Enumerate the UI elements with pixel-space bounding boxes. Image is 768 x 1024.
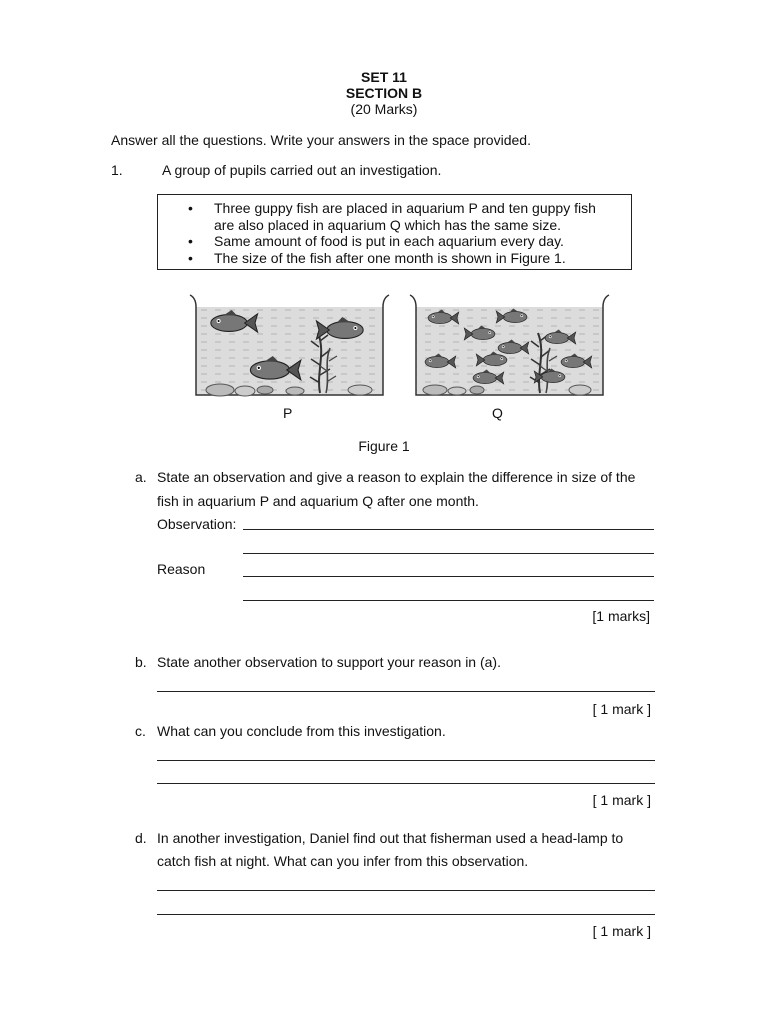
- figure-caption: Figure 1: [358, 438, 410, 454]
- answer-line-b-1[interactable]: [157, 691, 655, 692]
- label-p: P: [283, 405, 293, 421]
- answer-line-observation-2[interactable]: [243, 553, 654, 554]
- question-number: 1.: [111, 162, 123, 178]
- part-a-text-line1: State an observation and give a reason to explain the difference in size of the: [157, 469, 636, 485]
- part-b-letter: b.: [135, 654, 147, 670]
- part-a-mark: [1 marks]: [592, 608, 650, 624]
- part-c-letter: c.: [135, 723, 146, 739]
- answer-line-reason-2[interactable]: [243, 600, 654, 601]
- answer-line-observation-1[interactable]: [243, 529, 654, 530]
- bullet-icon: •: [188, 249, 193, 266]
- instructions: Answer all the questions. Write your answers in the space provided.: [111, 132, 531, 148]
- aquarium-figure: [185, 290, 610, 400]
- answer-line-c-1[interactable]: [157, 760, 655, 761]
- part-d-mark: [ 1 mark ]: [592, 923, 651, 939]
- bullet-item: • Same amount of food is put in each aquarium every day.: [188, 233, 564, 249]
- bullet-icon: •: [188, 200, 193, 216]
- part-b-text: State another observation to support your reason in (a).: [157, 654, 501, 670]
- set-title: SET 11: [361, 69, 407, 85]
- answer-line-d-2[interactable]: [157, 914, 655, 915]
- bullet-item: • Three guppy fish are placed in aquarium P and ten guppy fish are also placed in aquarium Q which has the same size.: [188, 200, 596, 233]
- part-d-letter: d.: [135, 830, 147, 846]
- part-d-text-line2: catch fish at night. What can you infer from this observation.: [157, 853, 529, 869]
- total-marks: (20 Marks): [350, 101, 418, 117]
- part-a-text-line2: fish in aquarium P and aquarium Q after one month.: [157, 493, 479, 509]
- answer-line-d-1[interactable]: [157, 890, 655, 891]
- part-a-letter: a.: [135, 469, 147, 485]
- reason-label: Reason: [157, 561, 206, 577]
- part-c-text: What can you conclude from this investigation.: [157, 723, 446, 739]
- bullet-item: • The size of the fish after one month is shown in Figure 1.: [188, 249, 566, 266]
- aquarium-q: [410, 295, 609, 395]
- observation-label: Observation:: [157, 516, 237, 532]
- section-title: SECTION B: [345, 85, 423, 101]
- answer-line-reason-1[interactable]: [243, 576, 654, 577]
- part-d-text-line1: In another investigation, Daniel find out that fisherman used a head-lamp to: [157, 830, 624, 846]
- part-b-mark: [ 1 mark ]: [592, 701, 651, 717]
- part-c-mark: [ 1 mark ]: [592, 792, 651, 808]
- question-intro: A group of pupils carried out an investigation.: [162, 162, 442, 178]
- bullet-icon: •: [188, 233, 193, 249]
- answer-line-c-2[interactable]: [157, 783, 655, 784]
- investigation-box: [157, 194, 632, 270]
- aquarium-p: [190, 295, 389, 396]
- label-q: Q: [492, 405, 503, 421]
